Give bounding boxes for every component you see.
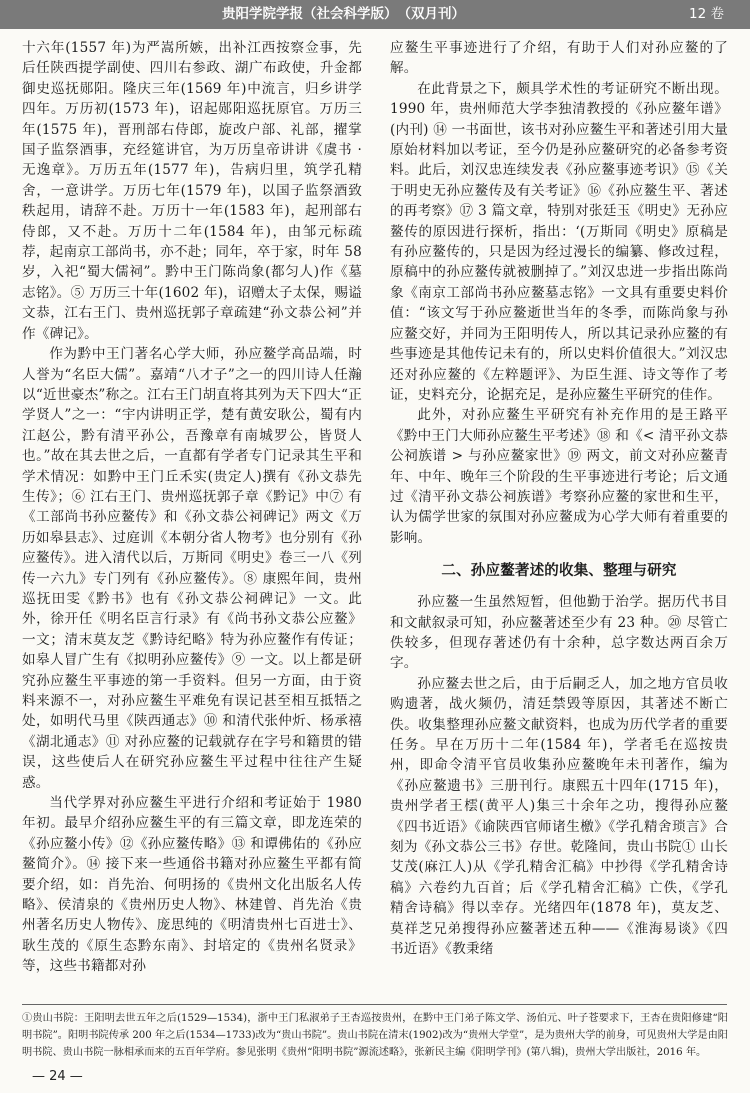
right-column <box>390 38 728 959</box>
left-column <box>22 38 362 977</box>
section-heading: 二、孙应鳌著述的收集、整理与研究 <box>441 563 677 580</box>
page-number: — 24 — <box>32 1069 83 1084</box>
footnote: ①贵山书院：王阳明去世五年之后(1529—1534)，浙中王门私淑弟子王杏巡按贵州，在黔中王门弟子陈文学、汤伯元、叶子苍要求下，王杏在贵阳修建“阳明书院”。阳明书院传承 200 年之后(1534—1733)改为“贵山书院”。贵山书院在清末(1902)改为“贵州大学堂”，是为贵州大学的前身，可见贵州大学是由阳明书院、贵山书院一脉相承而来的五百年学府。参见张明《贵州“阳明书院”源流述略》，张新民主编《阳明学刊》(第八辑)，贵州大学出版社，2016 年。 <box>22 1013 728 1058</box>
paragraph: 此外，对孙应鳌生平研究有补充作用的是王路平《黔中王门大师孙应鳌生平考述》⑱ 和《< 清平孙文恭公祠族谱 > 与孙应鳌家世》⑲ 两文，前文对孙应鳌青年、中年、晚年三个阶段的生平事迹进行考论；后文通过《清平孙文恭公祠族谱》考察孙应鳌的家世和生平，认为儒学世家的氛围对孙应鳌成为心学大师有着重要的影响。 <box>390 407 728 546</box>
paragraph: 孙应鳌一生虽然短暂，但他勤于治学。据历代书目和文献叙录可知，孙应鳌著述至少有 23 种。⑳ 尽管亡佚较多，但现存著述仍有十余种，总字数达两百余万字。 <box>390 594 728 672</box>
journal-title: 贵阳学院学报（社会科学版） （双月刊） <box>222 6 465 22</box>
paragraph: 孙应鳌去世之后，由于后嗣乏人，加之地方官员收购遗著，战火频仍，清廷禁毁等原因，其著述不断亡佚。收集整理孙应鳌文献资料，也成为历代学者的重要任务。早在万历十二年(1584 年)，学者毛在巡按贵州，即命令清平官员收集孙应鳌晚年未刊著作，编为《孙应鳌遗书》三册刊行。康熙五十四年(1715 年)，贵州学者王橒(黄平人)集三十余年之功，搜得孙应鳌《四书近语》《谕陕西官师诸生檄》《学孔精舍琐言》合刻为《孙文恭公三书》存世。乾隆间，贵山书院① 山长艾茂(麻江人)从《学孔精舍汇稿》中抄得《学孔精舍诗稿》六卷约九百首；后《学孔精舍汇稿》亡佚，《学孔精舍诗稿》得以幸存。光绪四年(1878 年)，莫友芝、莫祥芝兄弟搜得孙应鳌著述五种——《淮海易谈》《四书近语》《教秉绪 <box>390 675 728 958</box>
journal-header <box>0 0 750 29</box>
paragraph: 当代学界对孙应鳌生平进行介绍和考证始于 1980 年初。最早介绍孙应鳌生平的有三篇文章，即龙连荣的《孙应鳌小传》⑫《孙应鳌传略》⑬ 和谭佛佑的《孙应鳌简介》。⑭ 接下来一些通俗书籍对孙应鳌生平都有简要介绍，如：肖先治、何明扬的《贵州文化出版名人传略》、侯清泉的《贵州历史人物》、林建曾、肖先治《贵州著名历史人物传》、庞思纯的《明清贵州七百进士》、耿生茂的《原生态黔东南》、封培定的《贵州名贤录》等，这些书籍都对孙 <box>22 795 362 975</box>
paragraph: 作为黔中王门著名心学大师，孙应鳌学高品端，时人誉为“名臣大儒”。嘉靖“八才子”之一的四川诗人任瀚以“近世豪杰”称之。江右王门胡直将其列为天下四大“正学贤人”之一：“宇内讲明正学，楚有黄安耿公，蜀有内江赵公，黔有清平孙公，吾豫章有南城罗公，皆贤人也。”故在其去世之后，一直都有学者专门记录其生平和学术情况：如黔中王门丘禾实(贵定人)撰有《孙文恭先生传》；⑥ 江右王门、贵州巡抚郭子章《黔记》中⑦ 有《工部尚书孙应鳌传》和《孙文恭公祠碑记》两文《万历如皋县志》、过庭训《本朝分省人物考》也分别有《孙应鳌传》。进入清代以后，万斯同《明史》卷三一八《列传一六九》专门列有《孙应鳌传》。⑧ 康熙年间，贵州巡抚田雯《黔书》也有《孙文恭公祠碑记》一文。此外，徐开任《明名臣言行录》有《尚书孙文恭公应鳌》一文；清末莫友芝《黔诗纪略》特为孙应鳌作有传证；如皋人冒广生有《拟明孙应鳌传》⑨ 一文。以上都是研究孙应鳌生平事迹的第一手资料。但另一方面，由于资料来源不一，对孙应鳌生平难免有误记甚至相互抵牾之处，如明代马里《陕西通志》⑩ 和清代张仲炘、杨承禧《湖北通志》⑪ 对孙应鳌的记载就存在字号和籍贯的错误，这些使后人在研究孙应鳌生平过程中往往产生疑惑。 <box>22 346 362 791</box>
paragraph: 十六年(1557 年)为严嵩所嫉，出补江西按察佥事，先后任陕西提学副使、四川右参政、湖广布政使，升金都御史巡抚郧阳。隆庆三年(1569 年)中流言，归乡讲学四年。万历初(1573 年)，诏起郧阳巡抚原官。万历三年(1575 年)，晋刑部右侍郎，旋改户部、礼部，擢掌国子监祭酒事，充经筵讲官，为万历皇帝讲讲《虞书 · 无逸章》。万历五年(1577 年)，告病归里，筑学孔精舍，一意讲学。万历七年(1579 年)，以国子监祭酒致秩起用，请辞不赴。万历十一年(1583 年)，起刑部右侍郎，又不赴。万历十二年(1584 年)，由邹元标疏荐，起南京工部尚书，亦不赴；同年，卒于家，时年 58 岁，入祀“蜀大儒祠”。黔中王门陈尚象(都匀人)作《墓志铭》。⑤ 万历三十年(1602 年)，诏赠太子太保，赐谥文恭，江右王门、贵州巡抚郭子章疏建“孙文恭公祠”并作《碑记》。 <box>22 40 362 342</box>
paragraph: 应鳌生平事迹进行了介绍，有助于人们对孙应鳌的了解。 <box>390 40 728 77</box>
volume-label: 12 卷 <box>689 6 724 22</box>
paragraph: 在此背景之下，颇具学术性的考证研究不断出现。1990 年，贵州师范大学李独清教授的《孙应鳌年谱》(内刊) ⑭ 一书面世，该书对孙应鳌生平和著述引用大量原始材料加以考证，至今仍是孙应鳌研究的必备参考资料。此后，刘汉忠连续发表《孙应鳌事迹考识》⑮《关于明史无孙应鳌传及有关考证》⑯《孙应鳌生平、著述的再考察》⑰ 3 篇文章，特别对张廷玉《明史》无孙应鳌传的原因进行探析，指出：‘(万斯同《明史》原稿是有孙应鳌传的，只是因为经过漫长的编纂、修改过程，原稿中的孙应鳌传就被删掉了。”刘汉忠进一步指出陈尚象《南京工部尚书孙应鳌墓志铭》一文具有重要史料价值：“该文写于孙应鳌逝世当年的冬季，而陈尚象与孙应鳌交好，并同为王阳明传人，所以其记录孙应鳌的有些事迹是其他传记未有的，所以史料价值很大。”刘汉忠还对孙应鳌的《左粹题评》、为臣生涯、诗文等作了考证，史料充分，论据充足，是孙应鳌生平研究的佳作。 <box>390 80 728 403</box>
footnote-divider <box>22 1004 727 1005</box>
